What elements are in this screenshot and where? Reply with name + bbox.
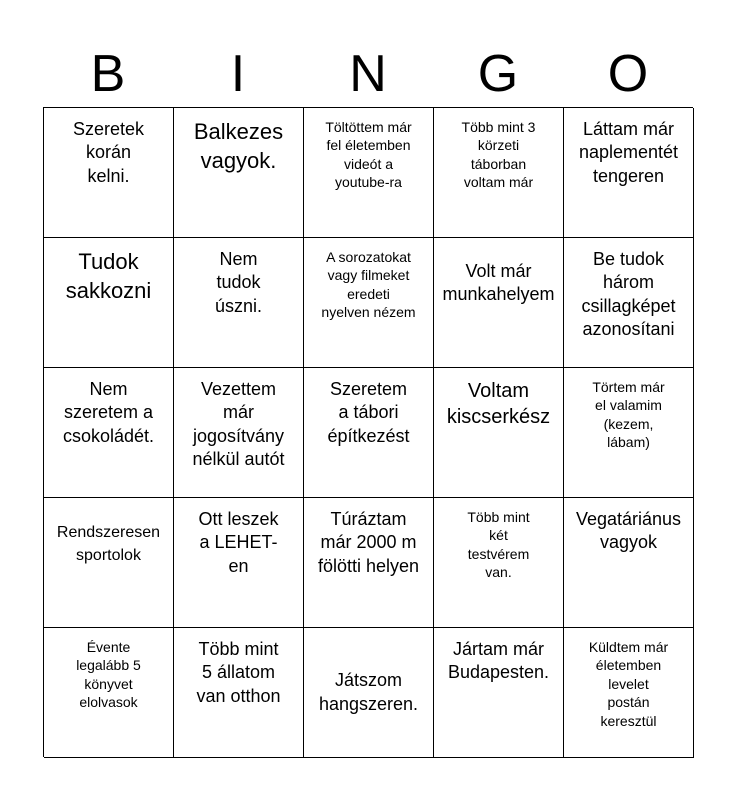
cell-text: Szeretem a tábori építkezést [327,379,410,446]
bingo-header [43,40,693,108]
cell-text: Rendszeresen sportolok [56,524,161,564]
header-letter-g: G [477,45,519,103]
cell-text: Tudok sakkozni [65,249,152,303]
cell-text: Voltam kiscserkész [446,380,551,428]
bingo-cell[interactable] [564,238,694,368]
bingo-cell[interactable] [564,498,694,628]
bingo-cell[interactable] [304,628,434,758]
cell-text: Be tudok három csillagképet azonosítani [581,249,676,340]
header-letter-b: B [90,45,126,103]
bingo-cell[interactable] [174,108,304,238]
header-letter-i: I [230,45,246,103]
bingo-cell[interactable] [434,238,564,368]
bingo-cell[interactable] [434,108,564,238]
bingo-cell[interactable] [174,368,304,498]
cell-text: Játszom hangszeren. [318,670,419,714]
bingo-cell[interactable] [434,368,564,498]
bingo-cell[interactable] [304,368,434,498]
bingo-cell[interactable] [44,108,174,238]
bingo-cell[interactable] [174,498,304,628]
cell-text: Nem szeretem a csokoládét. [62,379,155,446]
cell-text: Balkezes vagyok. [193,119,284,173]
cell-text: Töltöttem már fel életemben videót a youtube-ra [325,119,412,191]
cell-text: Szeretek korán kelni. [72,119,145,186]
cell-text: Törtem már el valamim (kezem, lábam) [592,379,665,451]
bingo-cell[interactable] [44,368,174,498]
bingo-cell[interactable] [44,498,174,628]
cell-text: Volt már munkahelyem [442,261,555,305]
cell-text: Vegatáriánus vagyok [575,509,682,553]
cell-text: Ott leszek a LEHET- en [198,509,279,576]
bingo-cell[interactable] [44,628,174,758]
cell-text: Több mint két testvérem van. [467,509,530,581]
cell-text: Jártam már Budapesten. [447,639,550,683]
cell-text: Több mint 3 körzeti táborban voltam már [461,119,536,191]
bingo-cell[interactable] [564,628,694,758]
bingo-grid [43,107,693,757]
bingo-cell[interactable] [564,108,694,238]
bingo-cell[interactable] [174,238,304,368]
bingo-cell[interactable] [174,628,304,758]
cell-text: Túráztam már 2000 m fölötti helyen [317,509,420,576]
header-letter-o: O [607,45,649,103]
cell-text: Láttam már naplementét tengeren [578,119,679,186]
bingo-cell[interactable] [564,368,694,498]
bingo-cell[interactable] [304,238,434,368]
bingo-cell[interactable] [434,498,564,628]
cell-text: Nem tudok úszni. [214,249,263,316]
cell-text: Vezettem már jogosítvány nélkül autót [192,379,285,470]
bingo-cell[interactable] [44,238,174,368]
bingo-cell[interactable] [304,108,434,238]
cell-text: Küldtem már életemben levelet postán keresztül [588,639,669,729]
bingo-cell[interactable] [304,498,434,628]
cell-text: Évente legalább 5 könyvet elolvasok [76,639,141,711]
cell-text: Több mint 5 állatom van otthon [196,639,281,706]
cell-text: A sorozatokat vagy filmeket eredeti nyelven nézem [321,249,416,321]
header-letter-n: N [349,45,387,103]
bingo-cell[interactable] [434,628,564,758]
